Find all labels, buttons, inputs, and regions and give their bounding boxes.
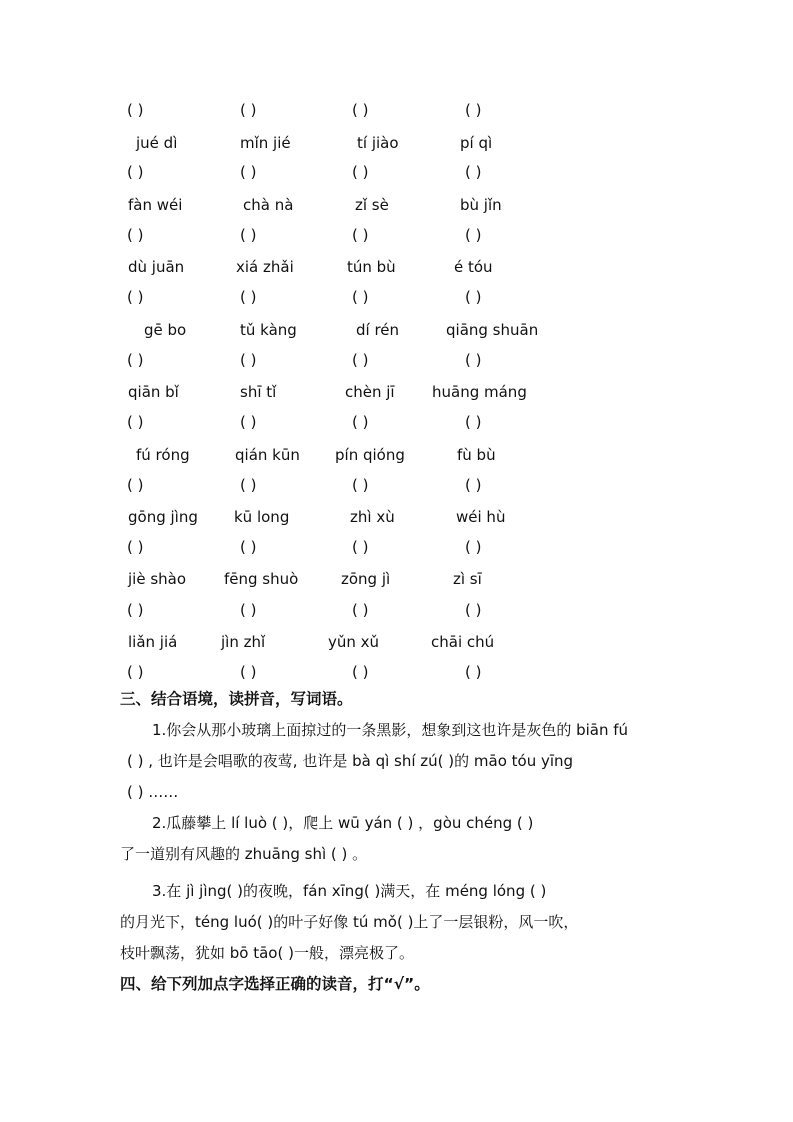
answer-blank: ( ) bbox=[240, 601, 257, 619]
pinyin-word: shī tǐ bbox=[240, 383, 277, 401]
pinyin-word: zì sī bbox=[453, 570, 482, 588]
answer-blank: ( ) bbox=[465, 663, 482, 681]
answer-blank: ( ) bbox=[465, 163, 482, 181]
pinyin-word: qiāng shuān bbox=[446, 321, 539, 339]
answer-blank: ( ) bbox=[465, 226, 482, 244]
answer-blank: ( ) bbox=[465, 601, 482, 619]
answer-blank: ( ) bbox=[127, 476, 144, 494]
pinyin-word: zōng jì bbox=[341, 570, 391, 588]
answer-blank: ( ) bbox=[240, 413, 257, 431]
pinyin-word: dù juān bbox=[128, 258, 185, 276]
answer-blank: ( ) bbox=[352, 663, 369, 681]
pinyin-word: zhì xù bbox=[350, 508, 395, 526]
section-3-line-8: 枝叶飘荡，犹如 bō tāo( )一般，漂亮极了。 bbox=[120, 944, 414, 962]
answer-blank: ( ) bbox=[240, 163, 257, 181]
answer-blank: ( ) bbox=[352, 476, 369, 494]
section-3-line-6: 3.在 jì jìng( )的夜晚，fán xīng( )满天，在 méng lóng ( ) bbox=[152, 882, 547, 900]
pinyin-word: dí rén bbox=[356, 321, 400, 339]
answer-blank: ( ) bbox=[352, 538, 369, 556]
answer-blank: ( ) bbox=[127, 601, 144, 619]
section-3-line-4: 2.瓜藤攀上 lí luò ( )，爬上 wū yán ( ) ，gòu chéng ( ) bbox=[152, 814, 534, 832]
pinyin-word: zǐ sè bbox=[355, 196, 389, 214]
answer-blank: ( ) bbox=[352, 601, 369, 619]
section-3-line-5: 了一道别有风趣的 zhuāng shì ( ) 。 bbox=[120, 845, 368, 863]
section-3-line-3: ( ) …… bbox=[127, 783, 179, 801]
pinyin-word: fàn wéi bbox=[128, 196, 183, 214]
pinyin-word: tǔ kàng bbox=[240, 321, 297, 339]
pinyin-word: xiá zhǎi bbox=[236, 258, 294, 276]
pinyin-word: pín qióng bbox=[335, 446, 405, 464]
answer-blank: ( ) bbox=[465, 101, 482, 119]
section-3-line-2: ( ) , 也许是会唱歌的夜莺, 也许是 bà qì shí zú( )的 māo tóu yīng bbox=[127, 752, 574, 770]
answer-blank: ( ) bbox=[352, 163, 369, 181]
answer-blank: ( ) bbox=[465, 288, 482, 306]
pinyin-word: qián kūn bbox=[235, 446, 300, 464]
answer-blank: ( ) bbox=[352, 101, 369, 119]
section-3-title: 三、结合语境，读拼音，写词语。 bbox=[120, 690, 353, 708]
answer-blank: ( ) bbox=[240, 476, 257, 494]
answer-blank: ( ) bbox=[127, 101, 144, 119]
pinyin-word: chà nà bbox=[243, 196, 294, 214]
answer-blank: ( ) bbox=[240, 538, 257, 556]
pinyin-word: mǐn jié bbox=[240, 134, 291, 152]
answer-blank: ( ) bbox=[240, 351, 257, 369]
answer-blank: ( ) bbox=[352, 413, 369, 431]
pinyin-word: gē bo bbox=[144, 321, 187, 339]
pinyin-word: jìn zhǐ bbox=[221, 633, 266, 651]
pinyin-word: huāng máng bbox=[432, 383, 527, 401]
pinyin-word: fù bù bbox=[457, 446, 496, 464]
pinyin-word: fēng shuò bbox=[224, 570, 299, 588]
answer-blank: ( ) bbox=[352, 226, 369, 244]
answer-blank: ( ) bbox=[127, 288, 144, 306]
pinyin-word: gōng jìng bbox=[128, 508, 198, 526]
pinyin-word: liǎn jiá bbox=[128, 633, 178, 651]
answer-blank: ( ) bbox=[465, 413, 482, 431]
answer-blank: ( ) bbox=[240, 226, 257, 244]
pinyin-word: chāi chú bbox=[431, 633, 495, 651]
pinyin-word: chèn jī bbox=[345, 383, 395, 401]
answer-blank: ( ) bbox=[127, 413, 144, 431]
pinyin-word: bù jǐn bbox=[460, 196, 502, 214]
section-3-line-1: 1.你会从那小玻璃上面掠过的一条黑影，想象到这也许是灰色的 biān fú bbox=[152, 721, 629, 739]
pinyin-word: tún bù bbox=[347, 258, 396, 276]
answer-blank: ( ) bbox=[352, 288, 369, 306]
pinyin-word: jiè shào bbox=[128, 570, 187, 588]
pinyin-word: yǔn xǔ bbox=[328, 633, 380, 651]
answer-blank: ( ) bbox=[127, 663, 144, 681]
pinyin-word: tí jiào bbox=[357, 134, 399, 152]
pinyin-word: jué dì bbox=[136, 134, 178, 152]
answer-blank: ( ) bbox=[465, 476, 482, 494]
answer-blank: ( ) bbox=[127, 538, 144, 556]
pinyin-word: fú róng bbox=[136, 446, 190, 464]
answer-blank: ( ) bbox=[465, 538, 482, 556]
section-4-title: 四、给下列加点字选择正确的读音，打“√”。 bbox=[120, 975, 430, 993]
pinyin-word: é tóu bbox=[454, 258, 493, 276]
answer-blank: ( ) bbox=[240, 663, 257, 681]
pinyin-word: pí qì bbox=[460, 134, 493, 152]
answer-blank: ( ) bbox=[352, 351, 369, 369]
answer-blank: ( ) bbox=[127, 351, 144, 369]
pinyin-word: wéi hù bbox=[456, 508, 506, 526]
pinyin-word: kū long bbox=[234, 508, 290, 526]
answer-blank: ( ) bbox=[240, 101, 257, 119]
section-3-line-7: 的月光下，téng luó( )的叶子好像 tú mǒ( )上了一层银粉，风一吹， bbox=[120, 913, 579, 931]
answer-blank: ( ) bbox=[240, 288, 257, 306]
pinyin-word: qiān bǐ bbox=[128, 383, 179, 401]
answer-blank: ( ) bbox=[127, 226, 144, 244]
answer-blank: ( ) bbox=[127, 163, 144, 181]
answer-blank: ( ) bbox=[465, 351, 482, 369]
